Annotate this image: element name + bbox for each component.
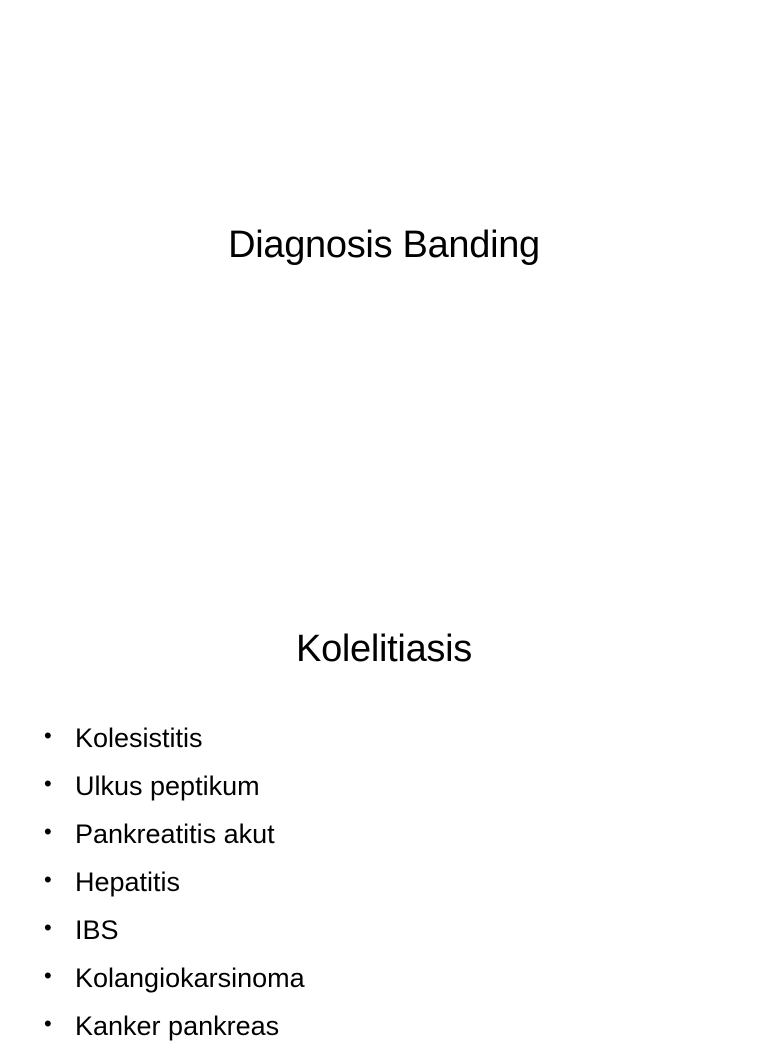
- bullet-item: [40, 714, 305, 762]
- bullet-icon: •: [44, 963, 52, 988]
- bullet-icon: •: [44, 819, 52, 844]
- bullet-list: [40, 714, 305, 1050]
- bullet-text: Hepatitis: [75, 867, 181, 897]
- bullet-icon: •: [44, 771, 52, 796]
- bullet-icon: •: [44, 1011, 52, 1036]
- bullet-text: Kolangiokarsinoma: [75, 963, 305, 993]
- slide-title: Diagnosis Banding: [228, 224, 540, 266]
- bullet-item: [40, 762, 305, 810]
- bullet-item: [40, 906, 305, 954]
- bullet-item: [40, 810, 305, 858]
- bullet-text: Kolesistitis: [75, 723, 203, 753]
- bullet-icon: •: [44, 723, 52, 748]
- bullet-text: Kanker pankreas: [75, 1011, 280, 1041]
- bullet-item: [40, 858, 305, 906]
- slide-2: [0, 576, 768, 1041]
- bullet-icon: •: [44, 867, 52, 892]
- bullet-text: Pankreatitis akut: [75, 819, 275, 849]
- bullet-icon: •: [44, 915, 52, 940]
- bullet-item: [40, 954, 305, 1002]
- slide-title: Kolelitiasis: [296, 628, 472, 670]
- bullet-text: Ulkus peptikum: [75, 771, 260, 801]
- bullet-text: IBS: [75, 915, 119, 945]
- bullet-item: [40, 1002, 305, 1050]
